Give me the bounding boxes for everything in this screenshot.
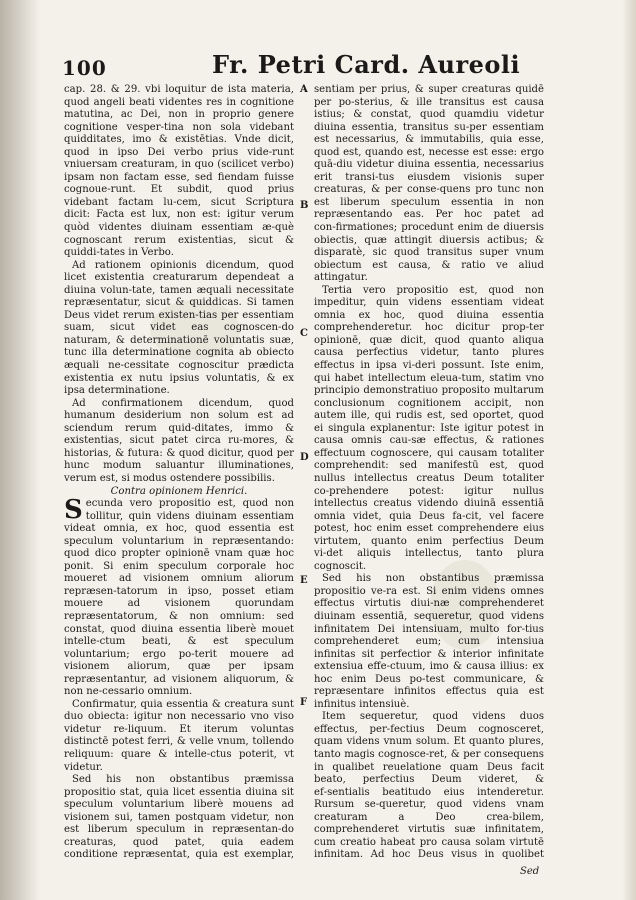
paragraph: Confirmatur, quia essentia & creatura sunt duo obiecta: igitur non necessario vno viso videtur re‑liquum. Et iterum voluntas distinctē potest ferri, & velle vnum, tollendo reliquum: quare & intelle‑ctus poterit, vt videtur.	[64, 698, 294, 773]
right-column	[314, 84, 544, 860]
margin-letter: C	[300, 328, 308, 339]
paragraph: Sed his non obstantibus præmissa propositio stat, quia licet essentia diuina sit speculum voluntarium liberè mouens ad visionem sui, tamen postquam videtur, non est liberum speculum in repræsentan‑do creaturas, quod patet, quia eadem conditione repræsentat, quia est exemplar,	[64, 774, 294, 860]
paragraph: Ad confirmationem dicendum, quod humanum desiderium non solum est ad sciendum rerum quid‑ditates, immo & existentias, sicut patet circa ru‑mores, & historias, & futura: & quod dicitur, quod per hunc modum saluantur illuminationes, verum est, si modus ostendere possibilis.	[64, 397, 294, 484]
paragraph: Ad rationem opinionis dicendum, quod licet existentia creaturarum dependeat a diuina volun‑tate, tamen æquali necessitate repræsentatur, sicut & quiddicas. Si tamen Deus videt rerum existen‑tias per essentiam suam, sicut videt eas cognoscen‑do naturam, & determinationē voluntatis suæ, tunc illa determinatione cognita ab obiecto æquali ne‑cessitate cognoscitur prædicta existentia ex nutu ipsius voluntatis, & ex ipsa determinatione.	[64, 259, 294, 397]
page-number: 100	[62, 56, 107, 80]
margin-letter: F	[300, 697, 308, 708]
paragraph: Tertia vero propositio est, quod non impeditur, quin videns essentiam videat omnia ex hoc, quod diuina essentia comprehenderetur. hoc dicitur prop‑ter opinionē, quæ dicit, quod quanto aliqua causa perfectius videtur, tanto plures effectus in ipsa vi‑deri possunt. Iste enim, qui habet intellectum eleua‑tum, statim vno principio demonstratiuo proposito multarum conclusionum cognitionem accipit, non autem ille, qui rudis est, sed oportet, quod ei singula explanentur: Iste igitur potest in causa omnis cau‑sæ effectus, & rationes effectuum cognoscere, qui causam totaliter comprehendit: sed manifestū est, quod nullus intellectus creatus Deum totaliter co‑prehendere potest: igitur nullus intellectus creatus videndo diuinā essentiā omnia videt, quia Deus fa‑cit, vel facere potest, hoc enim esset comprehendere eius virtutem, quanto enim perfectius Deum vi‑det aliquis intellectus, tanto plura cognoscit.	[314, 284, 544, 572]
paragraph: sentiam per prius, & super creaturas quidē per po‑sterius, & ille transitus est causa istius; & constat, quod quamdiu videtur diuina essentia, transitus su‑per essentiam est necessarius, & immutabilis, quia esse, quod est, quando est, necesse est esse: ergo quā‑diu videtur diuina essentia, necessarius erit transi‑tus eiusdem visionis super creaturas, & per conse‑quens pro tunc non est liberum speculum essentia in non repræsentando eas. Per hoc patet ad con‑firmationes; procedunt enim de diuersis obiectis, quæ attingit diuersis actibus; & disparatè, sic quod transitus super vnum obiectum est causa, & ratio ve aliud attingatur.	[314, 84, 544, 284]
running-head: Fr. Petri Card. Aureoli	[212, 50, 521, 79]
paragraph: Sed his non obstantibus præmissa propositio ve‑ra est. Si enim videns omnes effectus virtutis diui‑næ comprehenderet diuinam essentiā, sequeretur, quod videns infinitatem Dei intensiuam, multo for‑tius comprehenderet eum; cum intensiua infinitas sit perfectior & interior infinitate extensiua effe‑ctuum, imo & causa illius: ex hoc enim Deus po‑test communicare, & repræsentare infinitos effectus quia est infinitus intensiuè.	[314, 573, 544, 710]
gutter-shadow	[0, 0, 40, 900]
margin-letter: E	[300, 575, 308, 586]
paragraph-text: ecunda vero propositio est, quod non tollitur, quin videns diuinam essentiam videat omnia, ex hoc, quod essentia est speculum voluntarium in repræsentando: quod dico propter opinionē vnam quæ hoc ponit. Si enim speculum corporale hoc moueret ad visionem omnium aliorum repræsen‑tatorum in ipso, posset etiam mouere ad visionem quorundam repræsentatorum, & non omnium: sed constat, quod diuina essentia liberè mouet intelle‑ctum beati, & est speculum voluntarium; ergo po‑terit mouere ad visionem aliorum, quæ per ipsam repræsentantur, ad visionem aliquorum, & non ne‑cessario omnium.	[64, 498, 294, 698]
margin-letter: A	[300, 84, 308, 95]
left-column	[64, 84, 294, 860]
paragraph: cap. 28. & 29. vbi loquitur de ista materia, quod angeli beati videntes res in cognitione matutina, ac Dei, non in proprio genere cognitione vesper‑tina non sola videbant quidditates, imo & existētias. Vnde dicit, quod in ipso Dei verbo prius vide‑runt vniuersam creaturam, in quo (scilicet verbo) ipsam non factam esse, sed fiendam fuisse cognoue‑runt. Et subdit, quod prius videbant factam lu‑cem, sicut Scriptura dicit: Facta est lux, non est: igitur verum quòd videntes diuinam essentiam æ‑què cognoscant rerum existentias, sicut & quiddi‑tates in Verbo.	[64, 84, 294, 259]
margin-letter: D	[300, 452, 309, 463]
section-heading: Contra opinionem Henrici.	[110, 485, 248, 497]
page-edge	[622, 0, 636, 900]
drop-cap: S	[64, 495, 83, 526]
page-header	[62, 50, 542, 82]
paragraph: Item sequeretur, quod videns duos effectus, per‑fectius Deum cognosceret, quam videns vnum solum. Et quanto plures, tanto magis cognosce‑ret, & per consequens in qualibet reuelatione quam Deus facit beato, perfectius Deum videret, & ef‑sentialis beatitudo eius intenderetur. Rursum se‑queretur, quod videns vnam creaturam a Deo crea‑bilem, comprehenderet virtutis suæ infinitatem, cum creatio habeat pro causa solam virtutē infinitam. Ad hoc Deus visus in quolibet	[314, 711, 544, 860]
paragraph	[64, 495, 294, 699]
catchword: Sed	[520, 866, 540, 877]
margin-letter: B	[300, 200, 309, 211]
